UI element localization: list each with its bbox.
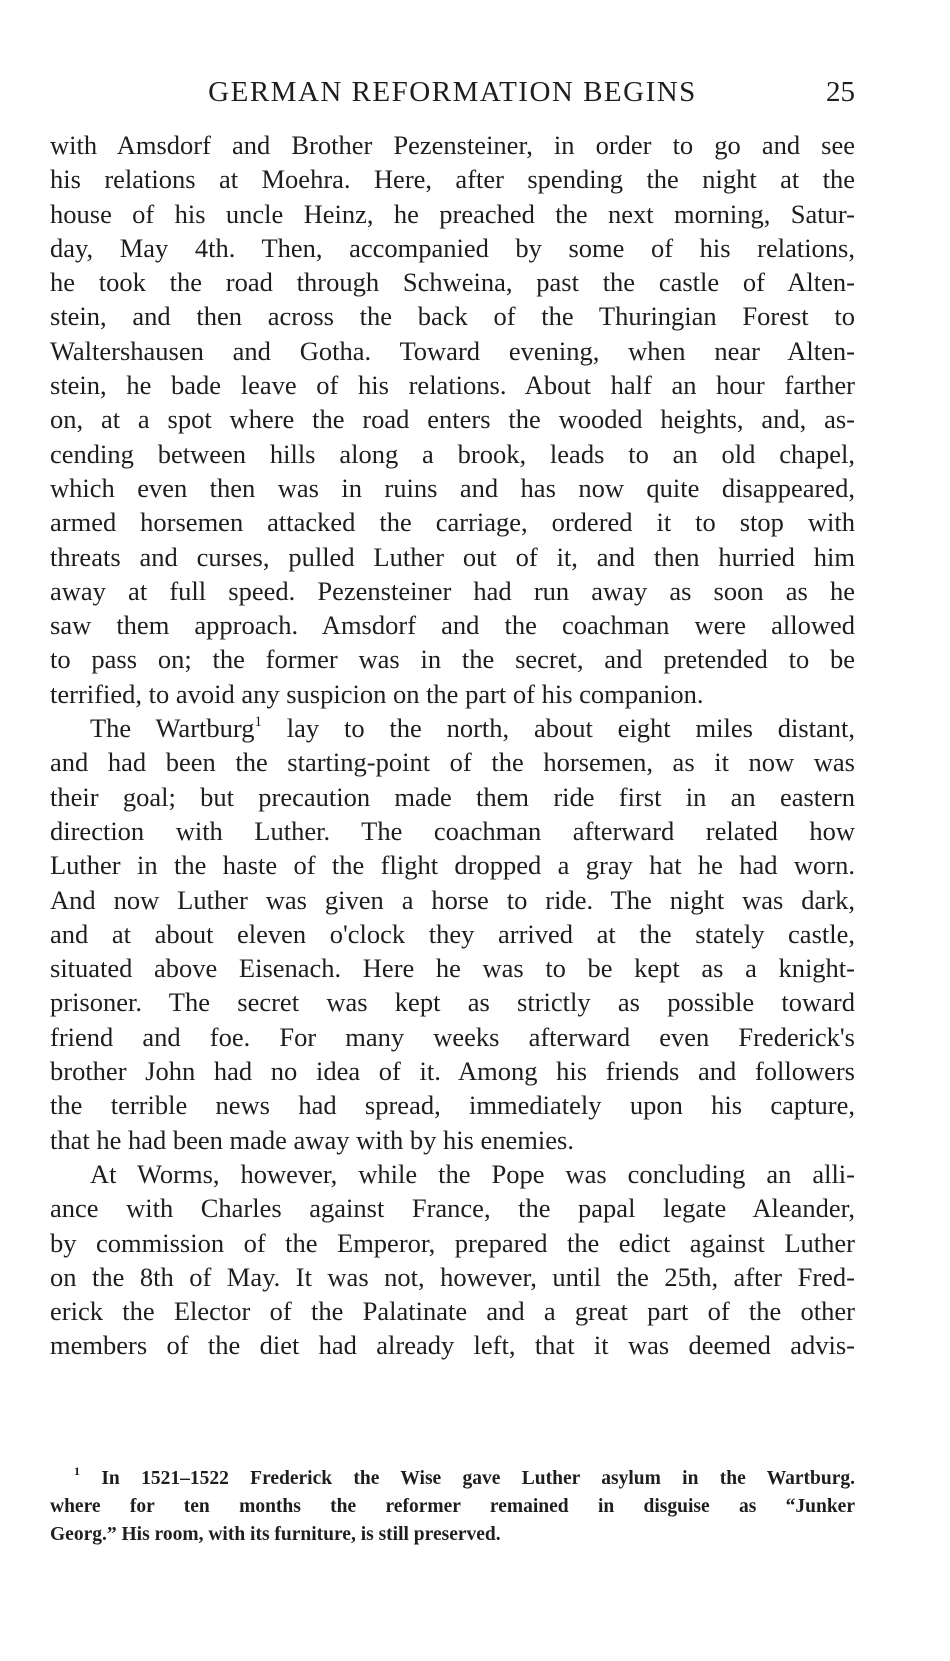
text-line: situated above Eisenach. Here he was to be kept as a knight- [50, 953, 855, 984]
page-header [50, 72, 855, 112]
text-line: erick the Elector of the Palatinate and a great part of the other [50, 1296, 855, 1327]
text-segment: The Wartburg [90, 713, 255, 744]
text-line: cending between hills along a brook, leads to an old chapel, [50, 438, 855, 469]
paragraph-end-line: terrified, to avoid any suspicion on the part of his companion. [50, 678, 704, 709]
footnote-text: In 1521–1522 Frederick the Wise gave Luther asylum in the Wartburg. [80, 1468, 855, 1489]
paragraph-start-line [50, 711, 855, 745]
text-line: the terrible news had spread, immediately upon his capture, [50, 1090, 855, 1121]
footnote-line: where for ten months the reformer remained in disguise as “Junker [50, 1496, 855, 1517]
text-line: Waltershausen and Gotha. Toward evening, when near Alten- [50, 335, 855, 366]
text-line: threats and curses, pulled Luther out of it, and then hurried him [50, 541, 855, 572]
text-line: on, at a spot where the road enters the wooded heights, and, as- [50, 404, 855, 435]
text-line: Luther in the haste of the flight dropped a gray hat he had worn. [50, 850, 855, 881]
text-line: on the 8th of May. It was not, however, until the 25th, after Fred- [50, 1261, 855, 1292]
text-line: friend and foe. For many weeks afterward even Frederick's [50, 1021, 855, 1052]
text-line: saw them approach. Amsdorf and the coachman were allowed [50, 610, 855, 641]
footnote [50, 1465, 855, 1549]
text-line: away at full speed. Pezensteiner had run away as soon as he [50, 575, 855, 606]
footnote-reference: 1 [254, 714, 262, 731]
text-line: by commission of the Emperor, prepared the edict against Luther [50, 1227, 855, 1258]
text-line: his relations at Moehra. Here, after spending the night at the [50, 164, 855, 195]
text-line: And now Luther was given a horse to ride. The night was dark, [50, 884, 855, 915]
text-segment: lay to the north, about eight miles distant, [261, 713, 855, 744]
text-line: direction with Luther. The coachman afterward related how [50, 815, 855, 846]
paragraph-end-line: that he had been made away with by his enemies. [50, 1124, 574, 1155]
text-line: which even then was in ruins and has now quite disappeared, [50, 472, 855, 503]
text-line: day, May 4th. Then, accompanied by some of his relations, [50, 232, 855, 263]
text-line: armed horsemen attacked the carriage, ordered it to stop with [50, 507, 855, 538]
text-line: ance with Charles against France, the papal legate Aleander, [50, 1193, 855, 1224]
text-line: and had been the starting-point of the horsemen, as it now was [50, 747, 855, 778]
text-line: with Amsdorf and Brother Pezensteiner, in order to go and see [50, 130, 855, 160]
page-number: 25 [826, 76, 855, 108]
text-line: to pass on; the former was in the secret, and pretended to be [50, 644, 855, 675]
text-line: and at about eleven o'clock they arrived at the stately castle, [50, 918, 855, 949]
text-line: stein, and then across the back of the Thuringian Forest to [50, 301, 855, 332]
body-text [50, 128, 855, 1363]
text-line: their goal; but precaution made them ride first in an eastern [50, 781, 855, 812]
footnote-marker: 1 [74, 1464, 80, 1478]
text-line: members of the diet had already left, that it was deemed advis- [50, 1330, 855, 1361]
text-line: stein, he bade leave of his relations. About half an hour farther [50, 370, 855, 401]
text-line: he took the road through Schweina, past the castle of Alten- [50, 267, 855, 298]
text-line: brother John had no idea of it. Among his friends and followers [50, 1056, 855, 1087]
paragraph-start-line: At Worms, however, while the Pope was concluding an alli- [90, 1158, 855, 1189]
running-head: GERMAN REFORMATION BEGINS [208, 76, 697, 108]
text-line: prisoner. The secret was kept as strictly as possible toward [50, 987, 855, 1018]
footnote-line: Georg.” His room, with its furniture, is still preserved. [50, 1524, 501, 1545]
text-line: house of his uncle Heinz, he preached the next morning, Satur- [50, 198, 855, 229]
footnote-line [50, 1465, 855, 1493]
